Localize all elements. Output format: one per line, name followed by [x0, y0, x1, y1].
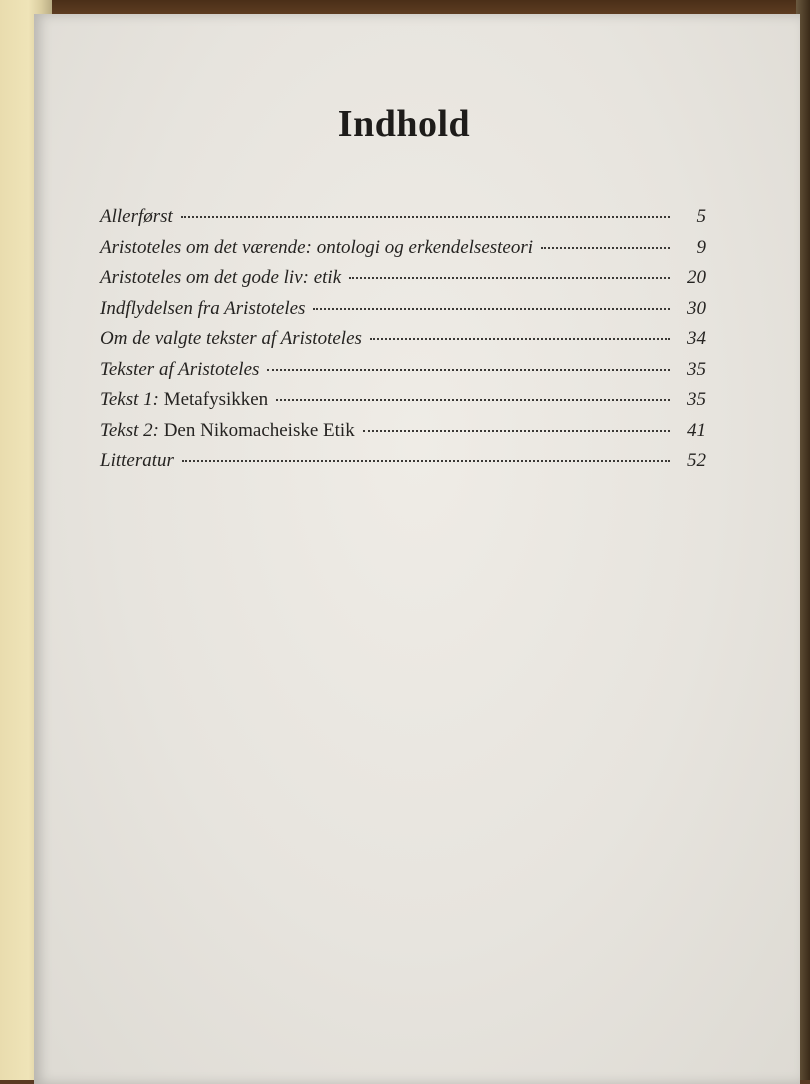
toc-entry — [100, 237, 706, 268]
toc-entry-prefix: Tekst 2: — [100, 419, 159, 441]
toc-entry — [100, 420, 706, 451]
toc-entry-page: 52 — [687, 450, 706, 471]
toc-entry — [100, 206, 706, 237]
toc-dot-leader — [181, 216, 670, 218]
page-title: Indhold — [337, 103, 471, 145]
toc-entry-rest: Metafysikken — [163, 389, 269, 410]
toc-entry — [100, 450, 706, 481]
toc-entry — [100, 328, 706, 359]
toc-entry-title: Aristoteles om det værende: ontologi og erkendelsesteori — [100, 236, 534, 258]
toc-entry-title: Allerførst — [100, 206, 173, 227]
toc-entry-page: 9 — [696, 236, 706, 258]
toc-dot-leader — [541, 247, 670, 249]
book-page — [34, 14, 800, 1084]
toc-entry-page: 35 — [687, 389, 706, 410]
toc-dot-leader — [276, 399, 670, 401]
toc-entry-page: 20 — [687, 267, 706, 288]
toc-entry-title: Litteratur — [100, 450, 174, 471]
toc-dot-leader — [313, 308, 670, 310]
toc-dot-leader — [182, 460, 670, 462]
toc-dot-leader — [370, 338, 670, 340]
toc-entry-title: Aristoteles om det gode liv: etik — [100, 267, 342, 288]
toc-entry-page: 30 — [687, 297, 706, 319]
toc-entry-title: Om de valgte tekster af Aristoteles — [100, 328, 362, 349]
toc-entry — [100, 359, 706, 390]
toc-entry — [100, 298, 706, 329]
toc-entry-title — [100, 420, 355, 442]
toc-entry — [100, 267, 706, 298]
toc-dot-leader — [267, 369, 670, 371]
toc-entry-page: 41 — [687, 419, 706, 441]
toc-entry-rest: Den Nikomacheiske Etik — [163, 419, 355, 441]
toc-dot-leader — [349, 277, 670, 279]
toc-entry-title: Tekster af Aristoteles — [100, 358, 260, 380]
toc-entry-prefix: Tekst 1: — [100, 389, 159, 410]
toc-entry-page: 35 — [687, 358, 706, 380]
toc-entry-title — [100, 389, 268, 411]
toc-entry-page: 5 — [696, 206, 706, 227]
toc-dot-leader — [363, 430, 670, 432]
toc-entry-page: 34 — [687, 328, 706, 349]
toc-entry-title: Indflydelsen fra Aristoteles — [100, 297, 306, 319]
toc-entry — [100, 389, 706, 420]
table-of-contents — [100, 206, 706, 481]
